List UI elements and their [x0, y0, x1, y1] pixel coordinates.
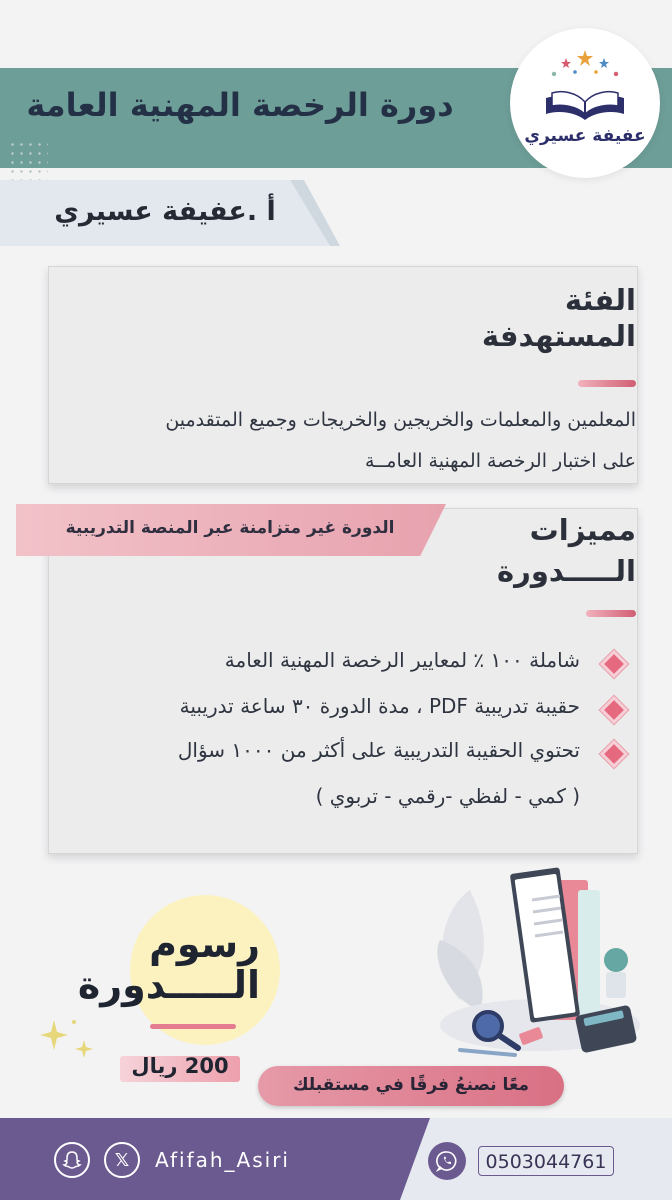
pencil-icon: [460, 1050, 515, 1055]
price: 200 ريال: [131, 1054, 229, 1078]
logo: [510, 28, 660, 178]
fee-underline: [150, 1024, 236, 1029]
whatsapp-icon[interactable]: [428, 1142, 466, 1180]
target-heading-line2: المستهدفة: [481, 319, 636, 353]
target-heading-line1: الفئة: [564, 283, 636, 317]
sparkle-icon: [34, 1010, 104, 1070]
phone-number[interactable]: 0503044761: [478, 1146, 614, 1176]
logo-text: عفيفة عسيري: [524, 126, 646, 146]
x-twitter-icon[interactable]: 𝕏: [104, 1142, 140, 1178]
book-icon: [578, 890, 600, 1022]
page-title: دورة الرخصة المهنية العامة: [26, 86, 454, 124]
feature-item-1: شاملة ١٠٠ ٪ لمعايير الرخصة المهنية العامة: [224, 648, 580, 672]
plant-icon: [604, 948, 628, 972]
fee-heading-line1: رسوم: [149, 922, 260, 966]
snapchat-icon[interactable]: [54, 1142, 90, 1178]
feature-item-3: تحتوي الحقيبة التدريبية على أكثر من ١٠٠٠ سؤال: [177, 738, 580, 762]
study-illustration: [420, 850, 650, 1060]
open-book-icon: [540, 48, 630, 128]
feature-item-3-note: ( كمي - لفظي -رقمي - تربوي ): [315, 784, 580, 808]
fee-heading-line2: الـــــدورة: [77, 963, 260, 1007]
social-handle[interactable]: Afifah_Asiri: [155, 1148, 290, 1172]
feature-item-2: حقيبة تدريبية PDF ، مدة الدورة ٣٠ ساعة تدريبية: [179, 694, 580, 718]
target-text-line2: على اختبار الرخصة المهنية العامــة: [364, 450, 636, 472]
course-type-tag-label: الدورة غير متزامنة عبر المنصة التدريبية: [65, 518, 395, 538]
heading-underline: [578, 380, 636, 387]
heading-underline: [586, 610, 636, 617]
target-text-line1: المعلمين والمعلمات والخريجين والخريجات وجميع المتقدمين: [165, 409, 636, 431]
teacher-name: أ .عفيفة عسيري: [54, 196, 276, 227]
features-heading-line2: الـــــدورة: [497, 554, 636, 588]
features-heading-line1: مميزات: [529, 513, 636, 547]
slogan: معًا نصنعُ فرقًا في مستقبلك: [292, 1075, 530, 1095]
